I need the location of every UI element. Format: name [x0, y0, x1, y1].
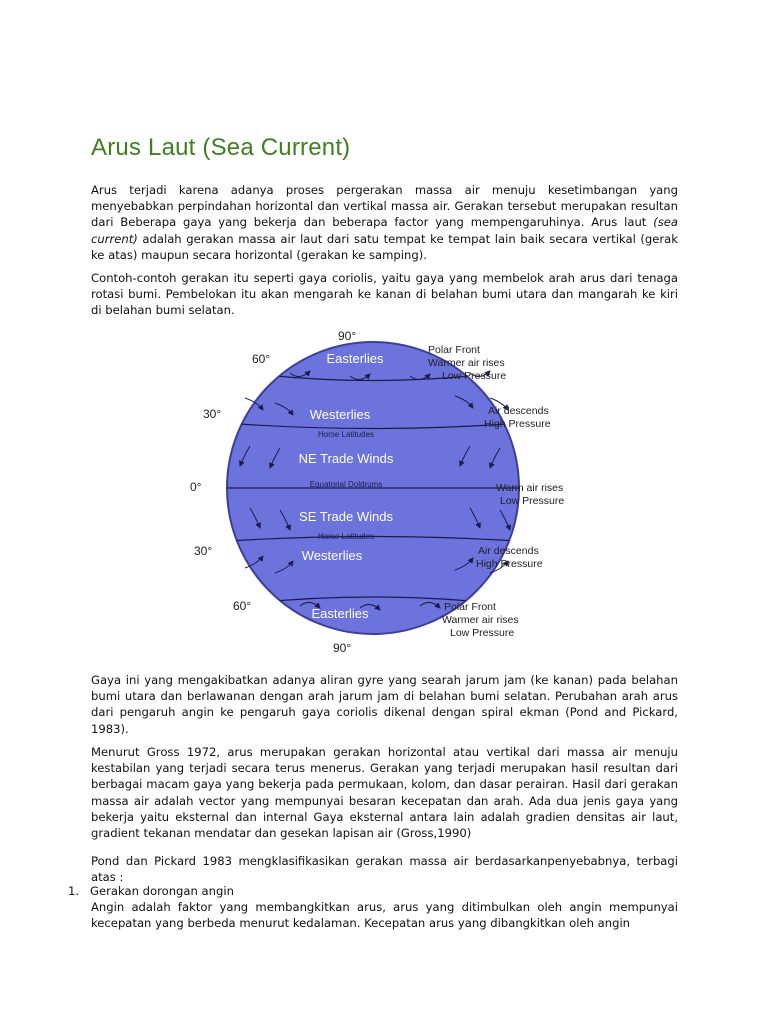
- page-title: Arus Laut (Sea Current): [91, 134, 351, 161]
- paragraph-coriolis: Contoh-contoh gerakan itu seperti gaya coriolis, yaitu gaya yang membelok arah arus dari tenaga rotasi bumi. Pembelokan itu akan mengarah ke kanan di belahan bumi utara dan mangarah ke kiri di belahan bumi selatan.: [91, 271, 678, 318]
- paragraph-wind: Angin adalah faktor yang membangkitkan arus, arus yang ditimbulkan oleh angin mempunyai kecepatan yang berbeda menurut kedalaman. Kecepatan arus yang dibangkitkan oleh angin: [91, 900, 678, 931]
- band-equatorial-doldrums: Equatorial Doldrums: [309, 480, 383, 489]
- paragraph-classification: Pond dan Pickard 1983 mengklasifikasikan gerakan massa air berdasarkanpenyebabnya, terbagi atas :: [91, 854, 678, 885]
- band-easterlies-south: Easterlies: [311, 606, 369, 621]
- list-label: Gerakan dorongan angin: [90, 884, 234, 898]
- latitude-label-s90: 90°: [333, 641, 352, 655]
- annotation-warm-air-rises: Warm air rises Low Pressure: [496, 482, 565, 507]
- latitude-label-n60: 60°: [252, 352, 271, 366]
- annotation-air-descends-south: Air descends High Pressure: [476, 545, 543, 570]
- annotation-polar-front-south: Polar Front Warmer air rises Low Pressure: [442, 601, 519, 639]
- wind-circulation-diagram: [170, 318, 590, 658]
- band-se-trade-winds: SE Trade Winds: [299, 509, 393, 524]
- latitude-label-n90: 90°: [338, 329, 357, 343]
- paragraph-intro: [91, 182, 678, 263]
- list-item-wind-driven: [68, 883, 678, 899]
- annotation-air-descends-north: Air descends High Pressure: [484, 405, 551, 430]
- paragraph-intro-emphasis: (sea current): [91, 215, 678, 246]
- latitude-label-s60: 60°: [233, 599, 252, 613]
- globe-diagram-svg: [170, 318, 590, 658]
- latitude-label-s30: 30°: [194, 544, 213, 558]
- paragraph-gross: Menurut Gross 1972, arus merupakan gerakan horizontal atau vertikal dari massa air menuju kestabilan yang terjadi secara terus menerus. Gerakan yang terjadi merupakan hasil resultan dari berbagai macam gaya yang bekerja pada permukaan, kolom, dan dasar perairan. Hasil dari gerakan massa air adalah vector yang mempunyai besaran kecepatan dan arah. Ada dua jenis gaya yang bekerja yaitu eksternal dan internal Gaya eksternal antara lain adalah gradien densitas air laut, gradient tekanan mendatar dan gesekan lapisan air (Gross,1990): [91, 745, 678, 841]
- band-westerlies-north: Westerlies: [309, 407, 371, 422]
- latitude-label-n30: 30°: [203, 407, 222, 421]
- list-number: 1.: [68, 884, 80, 898]
- annotation-polar-front-north: Polar Front Warmer air rises Low Pressure: [428, 344, 507, 382]
- band-westerlies-south: Westerlies: [301, 548, 363, 563]
- paragraph-intro-text-a: Arus terjadi karena adanya proses pergerakan massa air menuju kesetimbangan yang menyebabkan perpindahan horizontal dan vertikal massa air. Gerakan tersebut merupakan resultan dari Beberapa gaya yang bekerja dan beberapa factor yang mempengaruhinya. Arus laut: [91, 183, 678, 230]
- band-easterlies-north: Easterlies: [326, 351, 384, 366]
- latitude-label-equator: 0°: [190, 480, 202, 494]
- paragraph-intro-text-b: adalah gerakan massa air laut dari satu tempat ke tempat lain baik secara vertikal (gerak ke atas) maupun secara horizontal (gerakan ke samping).: [91, 231, 678, 262]
- band-horse-latitudes-north: Horse Latitudes: [317, 430, 375, 439]
- band-ne-trade-winds: NE Trade Winds: [298, 451, 394, 466]
- paragraph-gyre: Gaya ini yang mengakibatkan adanya aliran gyre yang searah jarum jam (ke kanan) pada belahan bumi utara dan berlawanan dengan arah jarum jam di belahan bumi selatan. Perubahan arah arus dari pengaruh angin ke pengaruh gaya coriolis dikenal dengan spiral ekman (Pond and Pickard, 1983).: [91, 673, 678, 736]
- band-horse-latitudes-south: Horse Latitudes: [317, 532, 375, 541]
